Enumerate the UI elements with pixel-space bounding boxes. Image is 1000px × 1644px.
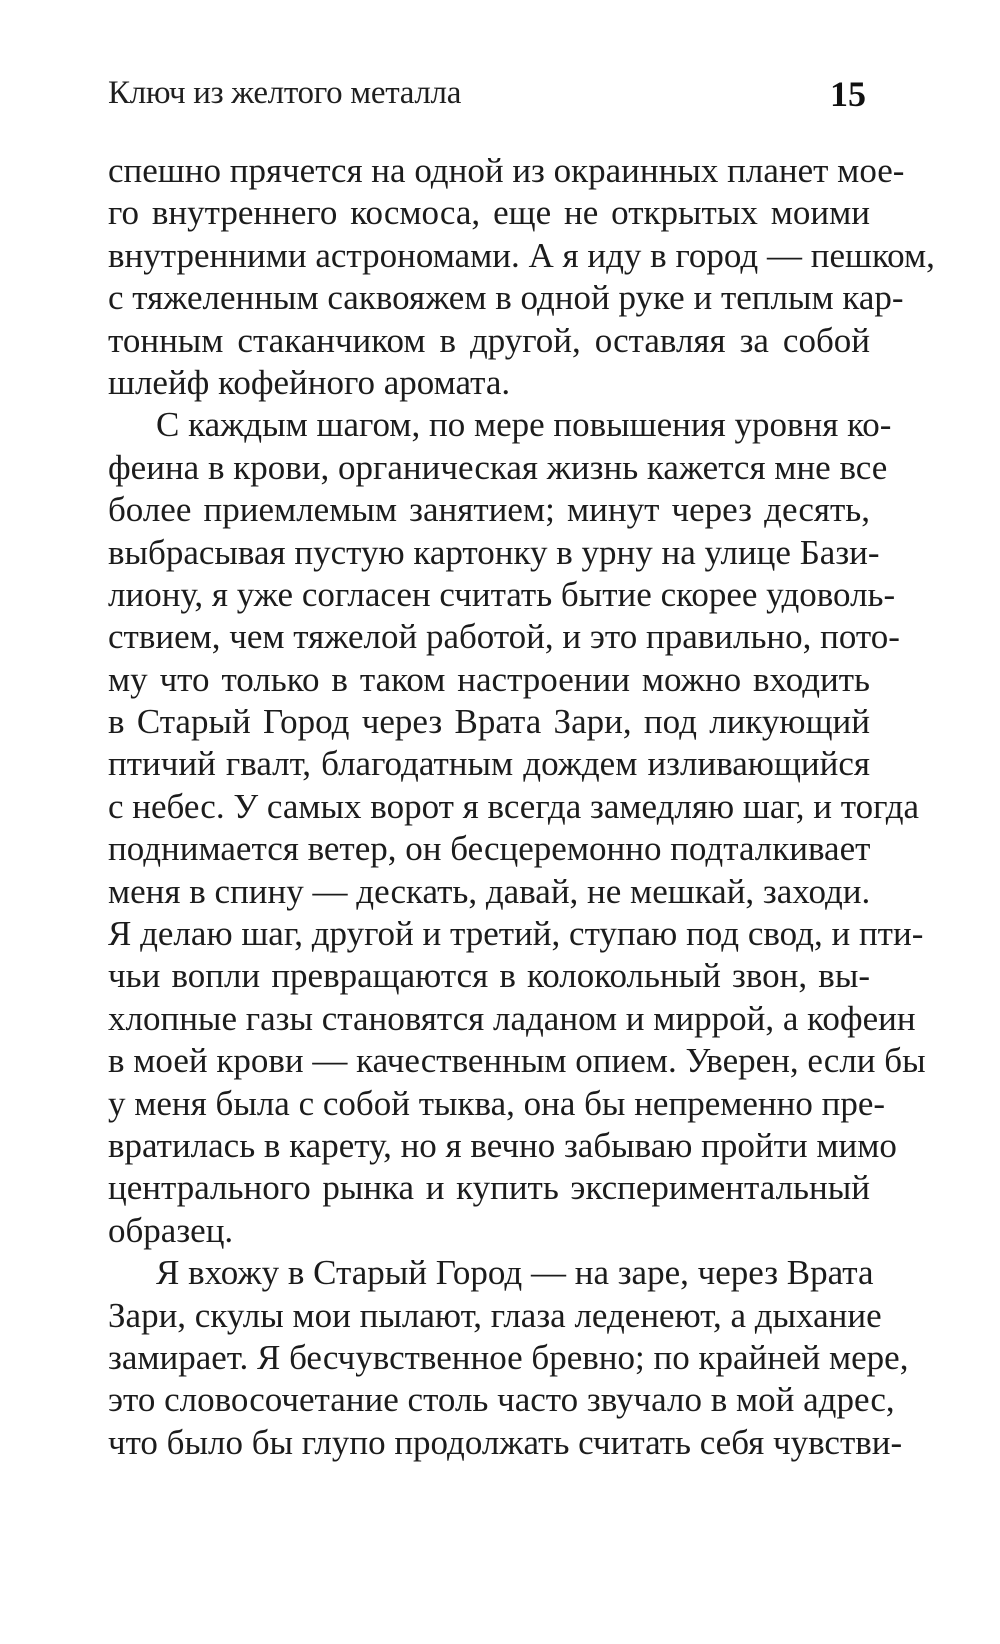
text-line: чьи вопли превращаются в колокольный звон, вы- [108, 956, 870, 996]
text-line: с тяжеленным саквояжем в одной руке и теплым кар- [108, 278, 904, 318]
text-line: хлопные газы становятся ладаном и миррой, а кофеин [108, 998, 916, 1038]
text-line: вратилась в карету, но я вечно забываю пройти мимо [108, 1125, 897, 1165]
text-line: С каждым шагом, по мере повышения уровня ко- [156, 405, 892, 445]
paragraph-1 [108, 150, 935, 404]
text-line: центрального рынка и купить экспериментальный [108, 1168, 870, 1208]
text-line: поднимается ветер, он бесцеремонно подталкивает [108, 829, 871, 869]
text-line: образец. [108, 1210, 234, 1250]
text-line: у меня была с собой тыква, она бы непременно пре- [108, 1083, 886, 1123]
text-line: с небес. У самых ворот я всегда замедляю шаг, и тогда [108, 786, 920, 826]
text-line: это словосочетание столь часто звучало в мой адрес, [108, 1380, 895, 1420]
text-line: спешно прячется на одной из окраинных планет мое- [108, 151, 905, 190]
text-line: феина в крови, органическая жизнь кажется мне все [108, 447, 888, 487]
text-line: лиону, я уже согласен считать бытие скорее удоволь- [108, 574, 896, 614]
page-number: 15 [830, 74, 866, 114]
text-line: замирает. Я бесчувственное бревно; по крайней мере, [108, 1337, 909, 1377]
text-line: птичий гвалт, благодатным дождем изливающийся [108, 744, 870, 784]
text-line: Я вхожу в Старый Город — на заре, через Врата [156, 1253, 874, 1293]
text-line: Я делаю шаг, другой и третий, ступаю под свод, и пти- [108, 914, 924, 954]
text-line: му что только в таком настроении можно входить [108, 659, 870, 699]
text-line: в Старый Город через Врата Зари, под ликующий [108, 702, 870, 742]
body-text [108, 150, 935, 1464]
text-line: что было бы глупо продолжать считать себя чувстви- [108, 1422, 903, 1462]
book-title: Ключ из желтого металла [108, 75, 462, 111]
paragraph-2 [108, 404, 926, 1252]
text-line: го внутреннего космоса, еще не открытых моими [108, 193, 870, 233]
running-head [108, 75, 866, 123]
text-line: ствием, чем тяжелой работой, и это правильно, пото- [108, 617, 900, 657]
text-line: шлейф кофейного аромата. [108, 362, 511, 402]
text-line: внутренними астрономами. А я иду в город — пешком, [108, 235, 935, 275]
text-line: Зари, скулы мои пылают, глаза леденеют, а дыхание [108, 1295, 882, 1335]
text-line: более приемлемым занятием; минут через десять, [108, 490, 870, 530]
paragraph-3 [108, 1252, 909, 1464]
text-line: меня в спину — дескать, давай, не мешкай, заходи. [108, 871, 871, 911]
text-line: в моей крови — качественным опием. Уверен, если бы [108, 1041, 926, 1081]
text-line: тонным стаканчиком в другой, оставляя за собой [108, 320, 870, 360]
text-line: выбрасывая пустую картонку в урну на улице Бази- [108, 532, 880, 572]
